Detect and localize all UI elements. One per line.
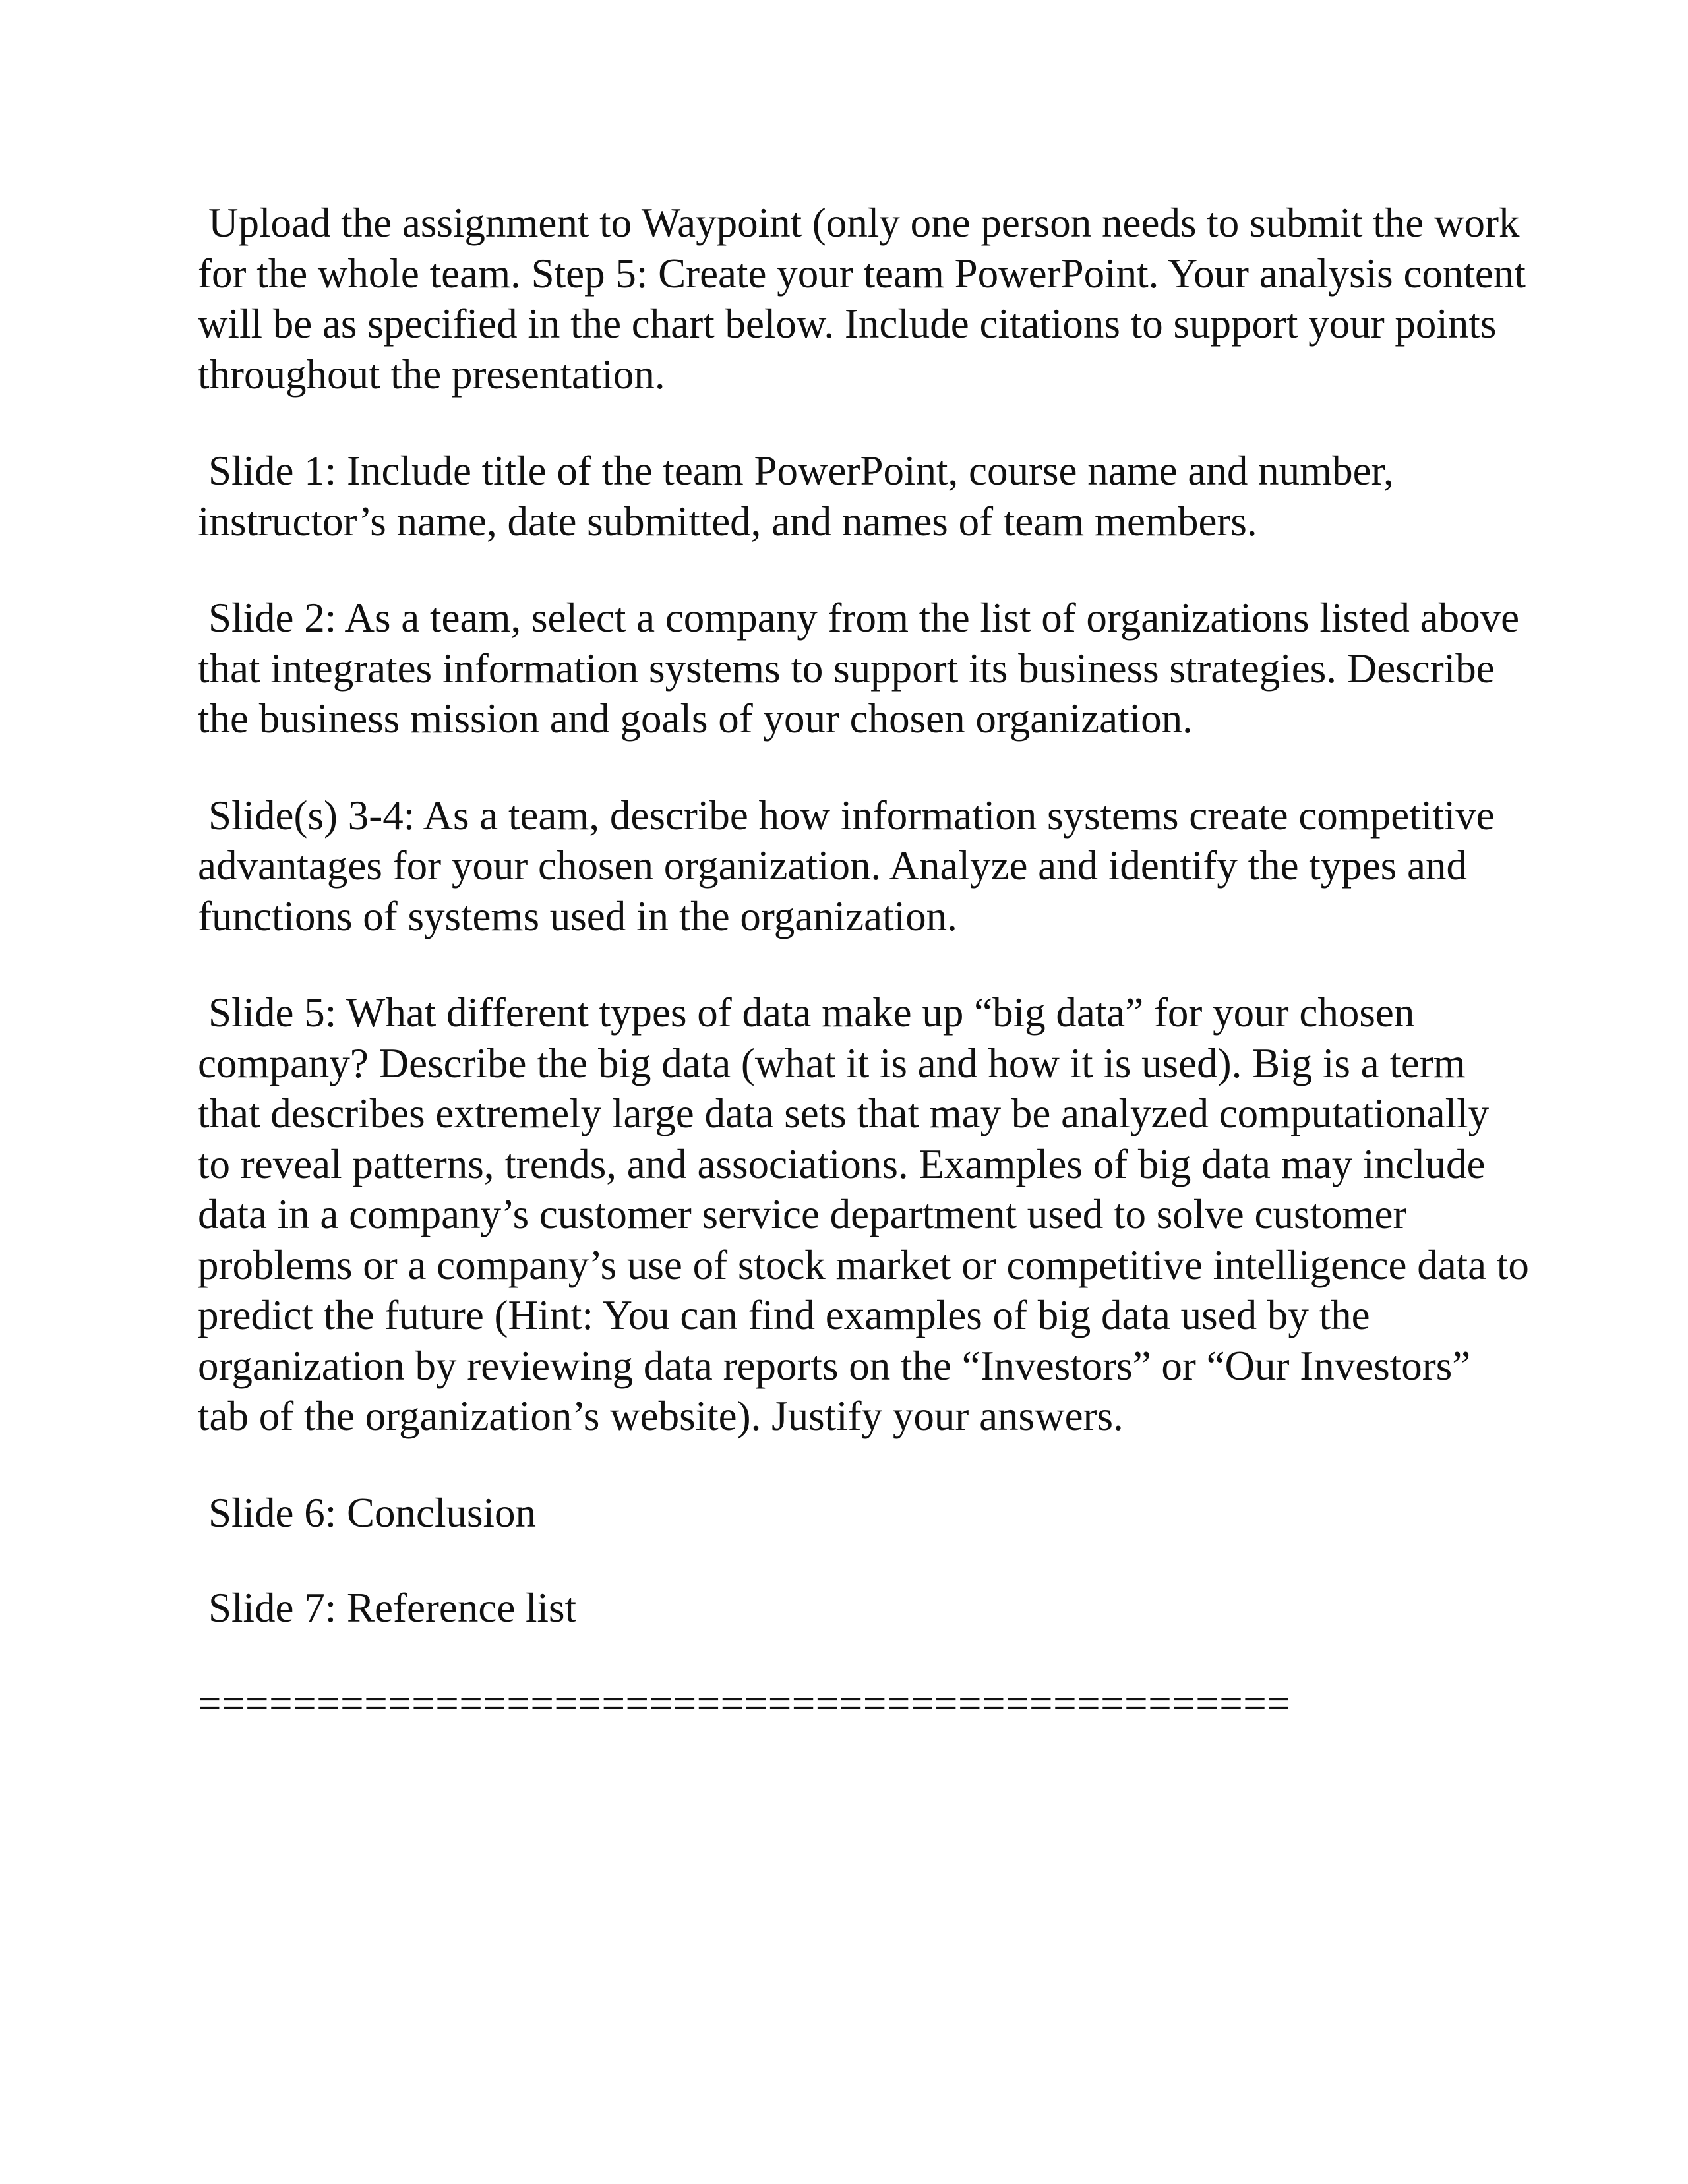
separator-line: ============================================== <box>198 1680 1291 1727</box>
paragraph-slide-7: Slide 7: Reference list <box>208 1585 577 1631</box>
paragraph-slide-2: Slide 2: As a team, select a company from the list of organizations listed above that integrates information systems to support its business strategies. Describe the business mission and goals of your chosen organization. <box>198 595 1520 742</box>
paragraph-slide-5: Slide 5: What different types of data make up “big data” for your chosen company? Describe the big data (what it is and how it is used). Big is a term that describes extremely large data sets that may be analyzed computationally to reveal patterns, trends, and associations. Examples of big data may include data in a company’s customer service department used to solve customer problems or a company’s use of stock market or competitive intelligence data to predict the future (Hint: You can find examples of big data used by the organization by reviewing data reports on the “Investors” or “Our Investors” tab of the organization’s website). Justify your answers. <box>198 989 1529 1439</box>
paragraph-upload-instructions: Upload the assignment to Waypoint (only one person needs to submit the work for the whole team. Step 5: Create your team PowerPoint. Your analysis content will be as specified in the chart below. Include citations to support your points throughout the presentation. <box>198 200 1526 398</box>
paragraph-slide-1: Slide 1: Include title of the team PowerPoint, course name and number, instructor’s name, date submitted, and names of team members. <box>198 448 1394 545</box>
document-body <box>198 198 1530 1728</box>
paragraph-slide-6: Slide 6: Conclusion <box>208 1489 537 1536</box>
paragraph-slides-3-4: Slide(s) 3-4: As a team, describe how information systems create competitive advantages for your chosen organization. Analyze and identify the types and functions of systems used in the organization. <box>198 792 1495 939</box>
